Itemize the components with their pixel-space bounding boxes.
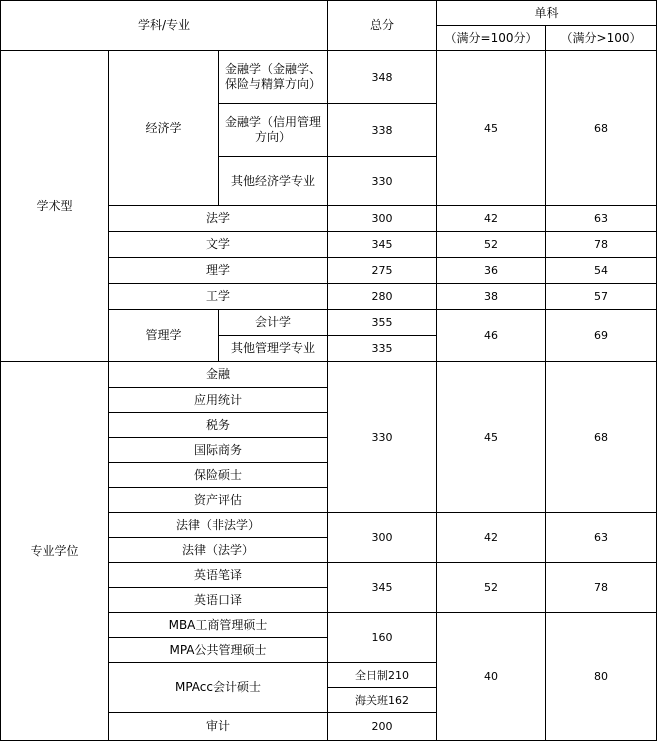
major-name: MPAcc会计硕士 bbox=[109, 663, 328, 713]
total-score: 330 bbox=[328, 362, 437, 513]
single-score-gt100: 68 bbox=[546, 51, 657, 206]
economics-label: 经济学 bbox=[109, 51, 219, 206]
single-score-100: 38 bbox=[437, 284, 546, 310]
major-name: 英语笔译 bbox=[109, 563, 328, 588]
header-single-le100: （满分=100分） bbox=[437, 26, 546, 51]
major-name: 会计学 bbox=[219, 310, 328, 336]
single-score-gt100: 78 bbox=[546, 232, 657, 258]
single-score-gt100: 63 bbox=[546, 513, 657, 563]
total-score: 280 bbox=[328, 284, 437, 310]
major-name: 资产评估 bbox=[109, 488, 328, 513]
total-score: 160 bbox=[328, 613, 437, 663]
major-name: 理学 bbox=[109, 258, 328, 284]
major-name: 应用统计 bbox=[109, 388, 328, 413]
single-score-100: 45 bbox=[437, 51, 546, 206]
single-score-100: 42 bbox=[437, 513, 546, 563]
major-name: 英语口译 bbox=[109, 588, 328, 613]
total-score: 300 bbox=[328, 513, 437, 563]
major-name: 工学 bbox=[109, 284, 328, 310]
major-name: 法律（法学） bbox=[109, 538, 328, 563]
header-single-gt100: （满分>100） bbox=[546, 26, 657, 51]
major-name: 其他经济学专业 bbox=[219, 157, 328, 206]
category-professional: 专业学位 bbox=[1, 362, 109, 741]
header-discipline: 学科/专业 bbox=[1, 1, 328, 51]
total-score: 海关班162 bbox=[328, 688, 437, 713]
category-academic: 学术型 bbox=[1, 51, 109, 362]
single-score-gt100: 78 bbox=[546, 563, 657, 613]
single-score-100: 52 bbox=[437, 232, 546, 258]
major-name: 金融学（信用管理方向） bbox=[219, 104, 328, 157]
total-score: 275 bbox=[328, 258, 437, 284]
major-name: MBA工商管理硕士 bbox=[109, 613, 328, 638]
major-name: 法学 bbox=[109, 206, 328, 232]
total-score: 345 bbox=[328, 563, 437, 613]
single-score-gt100: 80 bbox=[546, 613, 657, 741]
single-score-100: 45 bbox=[437, 362, 546, 513]
major-name: 审计 bbox=[109, 713, 328, 741]
single-score-gt100: 54 bbox=[546, 258, 657, 284]
total-score: 300 bbox=[328, 206, 437, 232]
single-score-gt100: 63 bbox=[546, 206, 657, 232]
major-name: 文学 bbox=[109, 232, 328, 258]
header-total: 总分 bbox=[328, 1, 437, 51]
major-name: 税务 bbox=[109, 413, 328, 438]
total-score: 全日制210 bbox=[328, 663, 437, 688]
single-score-gt100: 57 bbox=[546, 284, 657, 310]
total-score: 330 bbox=[328, 157, 437, 206]
major-name: 金融学（金融学、保险与精算方向） bbox=[219, 51, 328, 104]
total-score: 335 bbox=[328, 336, 437, 362]
management-label: 管理学 bbox=[109, 310, 219, 362]
total-score: 355 bbox=[328, 310, 437, 336]
major-name: MPA公共管理硕士 bbox=[109, 638, 328, 663]
total-score: 338 bbox=[328, 104, 437, 157]
major-name: 法律（非法学） bbox=[109, 513, 328, 538]
major-name: 其他管理学专业 bbox=[219, 336, 328, 362]
single-score-100: 46 bbox=[437, 310, 546, 362]
single-score-100: 52 bbox=[437, 563, 546, 613]
total-score: 348 bbox=[328, 51, 437, 104]
total-score: 200 bbox=[328, 713, 437, 741]
major-name: 金融 bbox=[109, 362, 328, 388]
single-score-100: 42 bbox=[437, 206, 546, 232]
total-score: 345 bbox=[328, 232, 437, 258]
major-name: 国际商务 bbox=[109, 438, 328, 463]
single-score-gt100: 68 bbox=[546, 362, 657, 513]
single-score-gt100: 69 bbox=[546, 310, 657, 362]
header-single: 单科 bbox=[437, 1, 657, 26]
single-score-100: 40 bbox=[437, 613, 546, 741]
major-name: 保险硕士 bbox=[109, 463, 328, 488]
single-score-100: 36 bbox=[437, 258, 546, 284]
